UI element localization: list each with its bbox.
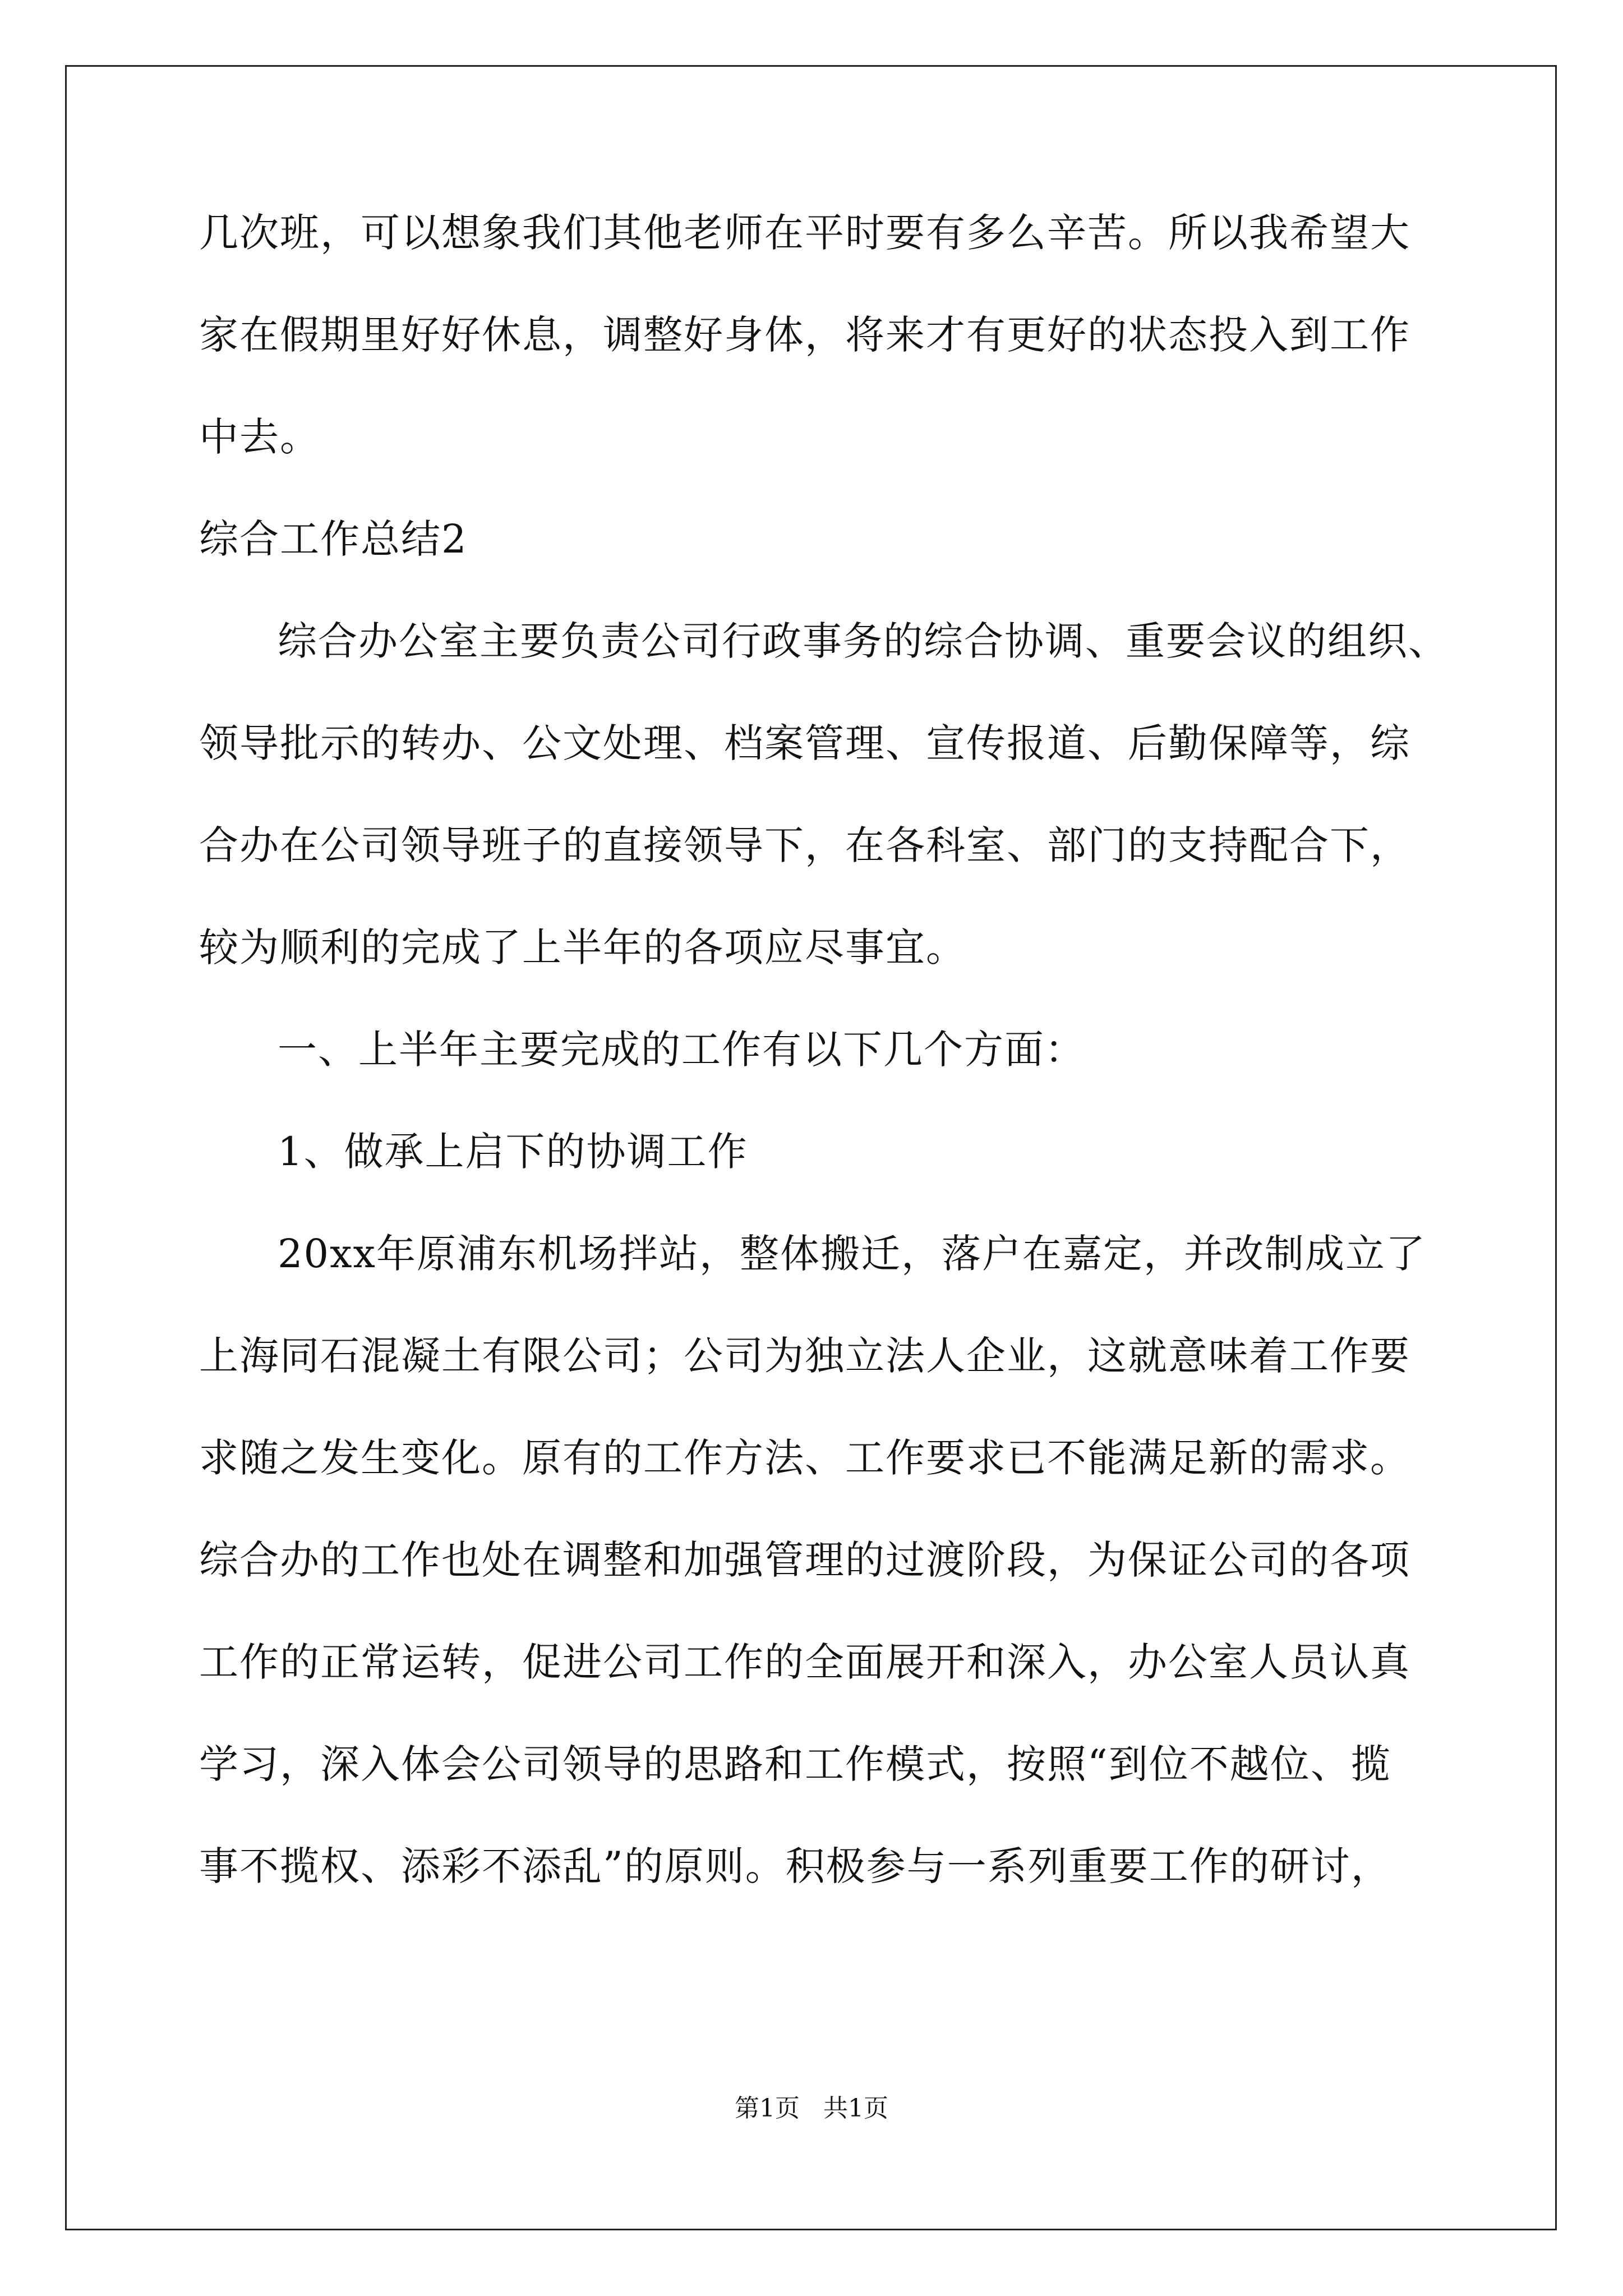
body-line: 合办在公司领导班子的直接领导下，在各科室、部门的支持配合下， <box>199 822 1410 868</box>
document-body <box>199 210 1449 1949</box>
body-line: 上海同石混凝土有限公司；公司为独立法人企业，这就意味着工作要 <box>199 1333 1410 1379</box>
body-line: 家在假期里好好休息，调整好身体，将来才有更好的状态投入到工作 <box>199 312 1410 358</box>
subheading: 1、做承上启下的协调工作 <box>278 1129 748 1175</box>
body-line: 较为顺利的完成了上半年的各项应尽事宜。 <box>199 924 966 970</box>
body-line: 领导批示的转办、公文处理、档案管理、宣传报道、后勤保障等，综 <box>199 720 1410 766</box>
body-line: 学习，深入体会公司领导的思路和工作模式，按照“到位不越位、揽 <box>199 1741 1391 1787</box>
subheading: 一、上半年主要完成的工作有以下几个方面： <box>278 1027 1085 1073</box>
body-line: 几次班，可以想象我们其他老师在平时要有多么辛苦。所以我希望大 <box>199 210 1410 256</box>
page-footer: 第1页 共1页 <box>735 2094 888 2123</box>
body-line: 中去。 <box>199 414 320 460</box>
body-line: 综合办公室主要负责公司行政事务的综合协调、重要会议的组织、 <box>278 618 1449 664</box>
body-line: 求随之发生变化。原有的工作方法、工作要求已不能满足新的需求。 <box>199 1435 1410 1481</box>
body-line: 20xx年原浦东机场拌站，整体搬迁，落户在嘉定，并改制成立了 <box>278 1231 1427 1277</box>
body-line: 事不揽权、添彩不添乱”的原则。积极参与一系列重要工作的研讨， <box>199 1843 1391 1889</box>
body-line: 综合办的工作也处在调整和加强管理的过渡阶段，为保证公司的各项 <box>199 1537 1410 1583</box>
body-line: 工作的正常运转，促进公司工作的全面展开和深入，办公室人员认真 <box>199 1639 1410 1685</box>
section-title: 综合工作总结2 <box>199 516 468 562</box>
